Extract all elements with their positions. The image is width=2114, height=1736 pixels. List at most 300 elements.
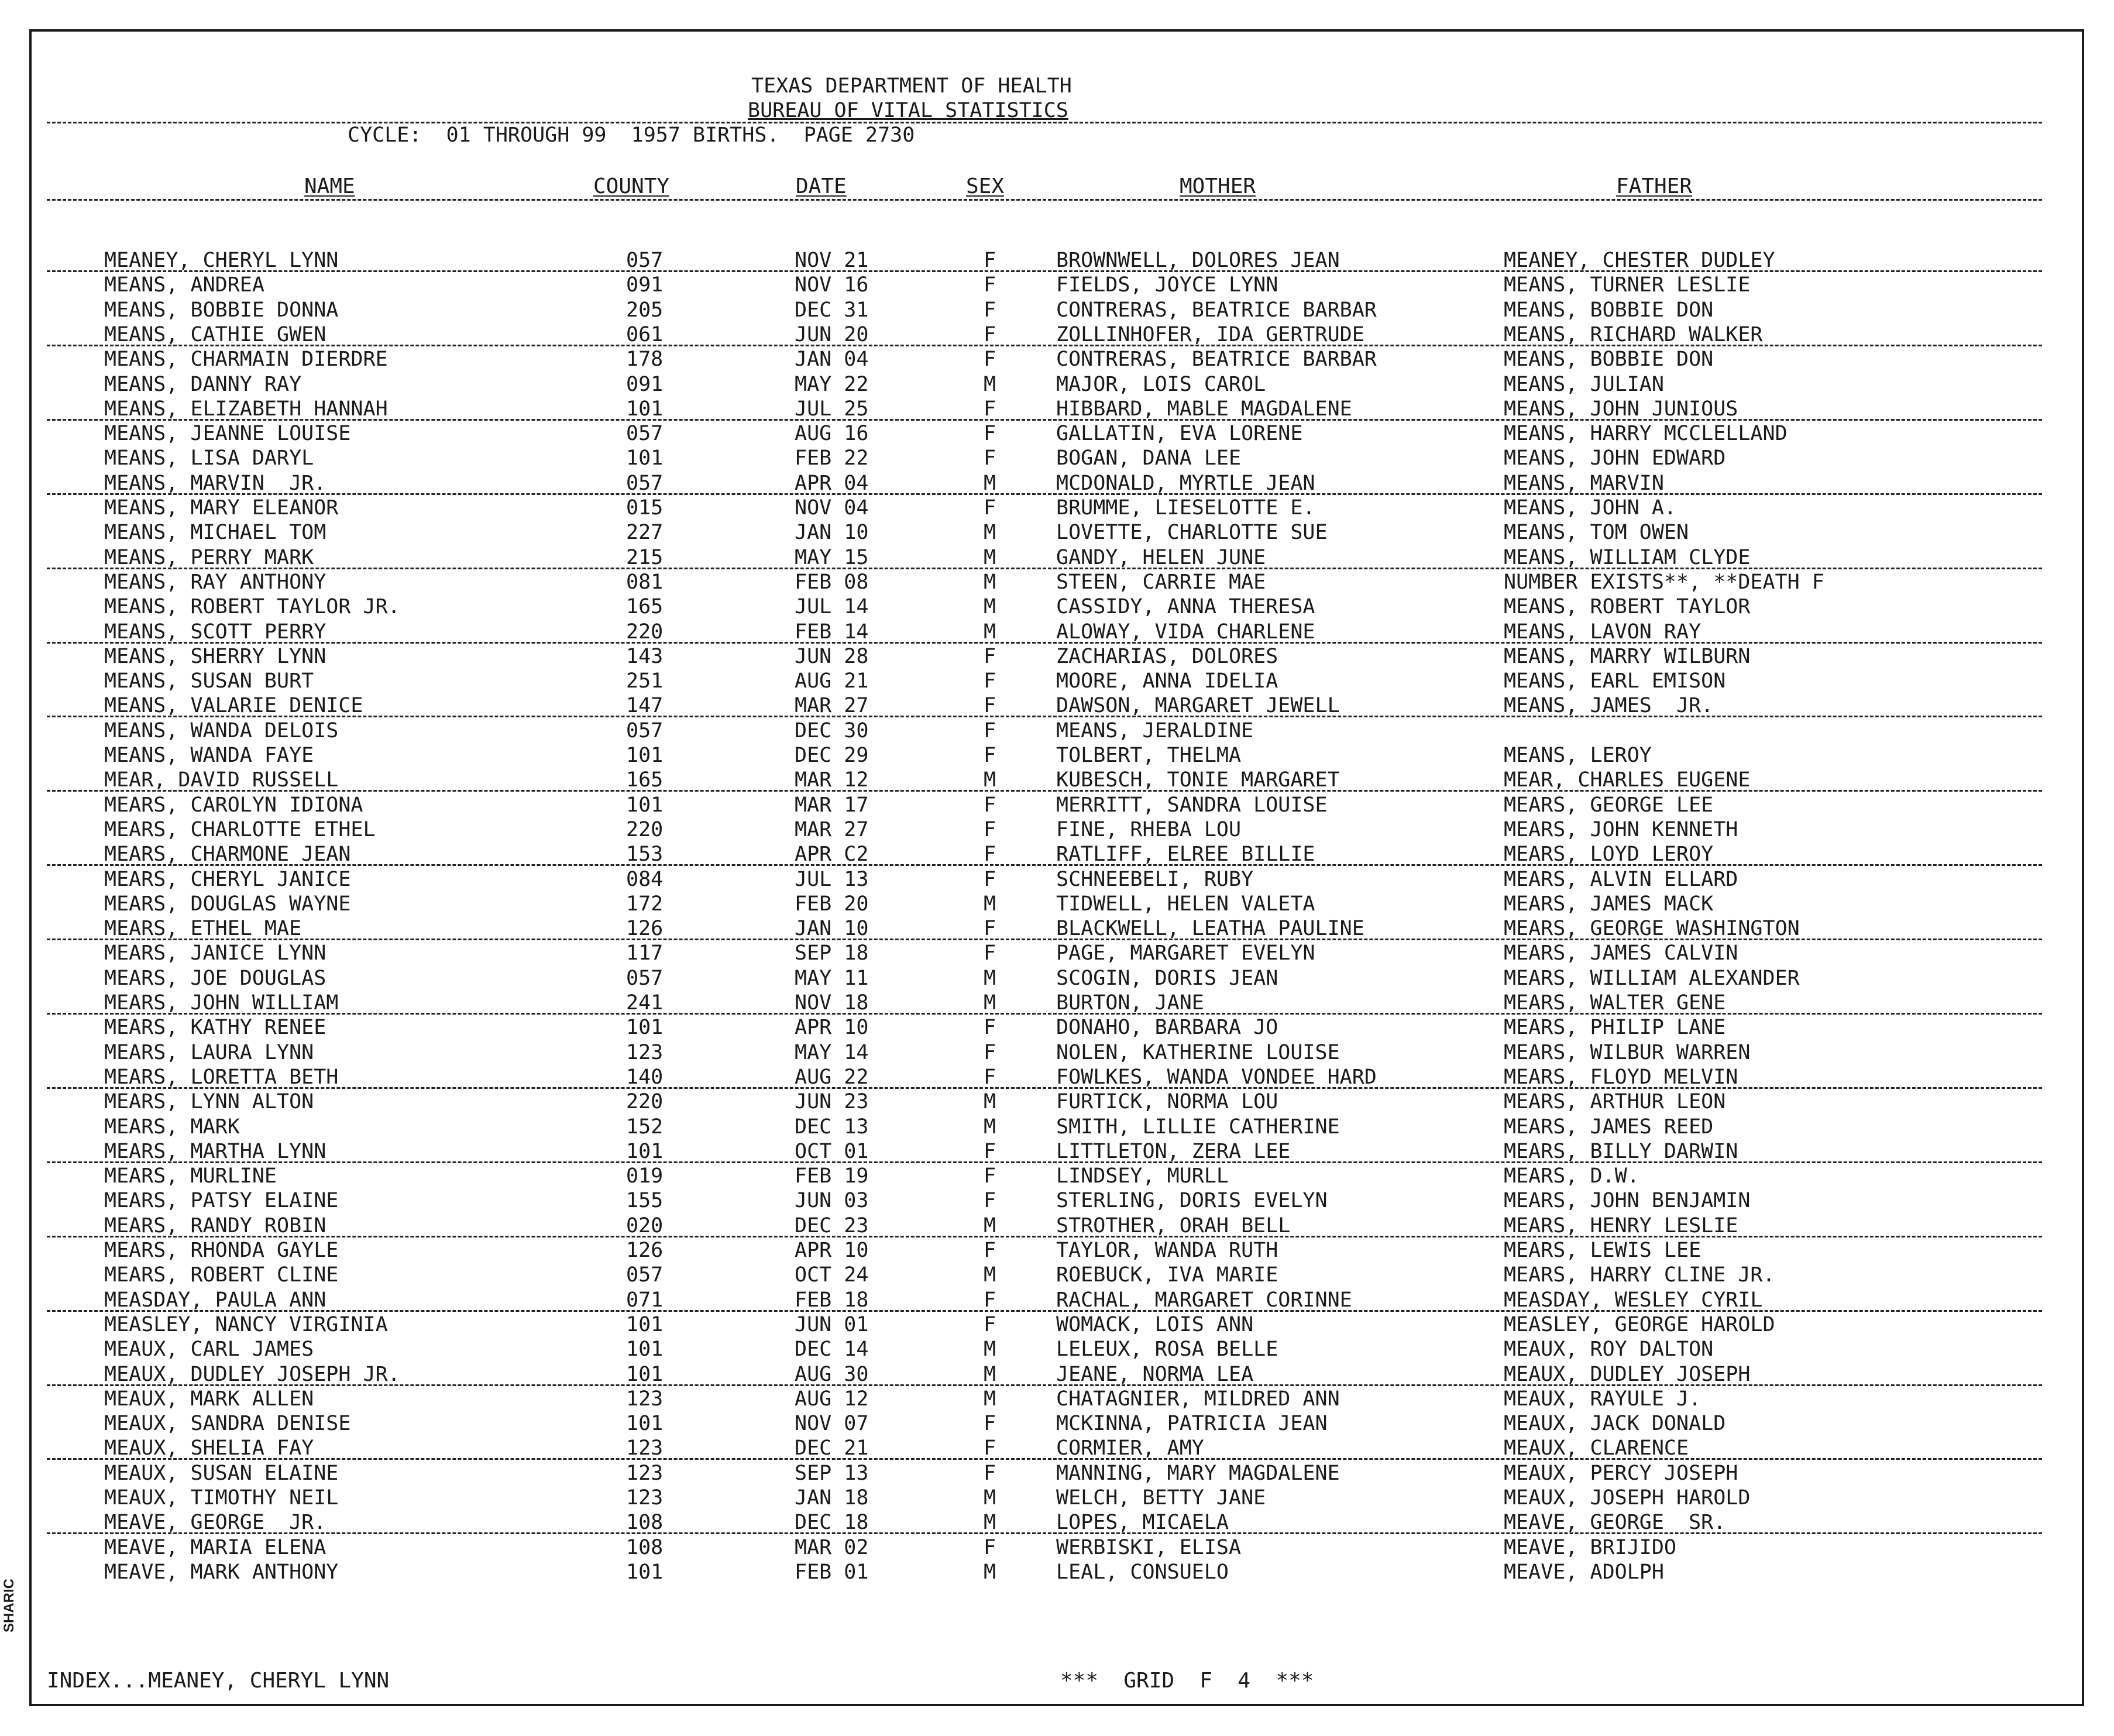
record-sex: M — [984, 1090, 996, 1114]
record-sex: M — [984, 1214, 996, 1237]
record-name: MEANS, MICHAEL TOM — [104, 521, 326, 545]
record-father: MEANS, RICHARD WALKER — [1504, 322, 1763, 346]
record-father: MEANS, LEROY — [1504, 744, 1652, 767]
record-county: 081 — [626, 570, 664, 594]
record-date: APR 10 — [795, 1239, 869, 1262]
record-row — [0, 496, 2114, 520]
record-date: AUG 12 — [795, 1387, 869, 1411]
record-sex: M — [984, 521, 996, 545]
record-county: 057 — [626, 249, 664, 272]
record-mother: TIDWELL, HELEN VALETA — [1056, 892, 1315, 916]
record-name: MEAUX, TIMOTHY NEIL — [104, 1486, 339, 1510]
record-name: MEANS, ROBERT TAYLOR JR. — [104, 595, 400, 619]
record-mother: STEEN, CARRIE MAE — [1056, 570, 1266, 594]
record-father: MEARS, ALVIN ELLARD — [1504, 867, 1738, 891]
index-footer: INDEX...MEANEY, CHERYL LYNN — [47, 1669, 390, 1693]
record-county: 020 — [626, 1214, 664, 1237]
record-father: MEANS, HARRY MCCLELLAND — [1504, 422, 1788, 446]
record-county: 101 — [626, 1016, 664, 1040]
record-sex: F — [984, 249, 996, 272]
record-name: MEASLEY, NANCY VIRGINIA — [104, 1312, 388, 1336]
record-name: MEANS, WANDA FAYE — [104, 744, 314, 767]
record-county: 057 — [626, 719, 664, 742]
record-date: JAN 10 — [795, 521, 869, 545]
record-county: 108 — [626, 1511, 664, 1535]
record-name: MEARS, MURLINE — [104, 1164, 277, 1188]
record-date: JUN 23 — [795, 1090, 869, 1114]
record-date: NOV 21 — [795, 249, 869, 272]
record-county: 101 — [626, 793, 664, 817]
record-name: MEANS, LISA DARYL — [104, 446, 314, 470]
record-sex: F — [984, 1016, 996, 1040]
record-sex: M — [984, 595, 996, 619]
record-father: MEANS, MARRY WILBURN — [1504, 644, 1751, 668]
record-mother: LOVETTE, CHARLOTTE SUE — [1056, 521, 1328, 545]
column-header-mother: MOTHER — [1180, 174, 1256, 198]
record-name: MEARS, RHONDA GAYLE — [104, 1239, 339, 1262]
record-father: MEAVE, ADOLPH — [1504, 1560, 1664, 1584]
record-mother: MEANS, JERALDINE — [1056, 719, 1254, 742]
record-name: MEANEY, CHERYL LYNN — [104, 249, 339, 272]
record-sex: F — [984, 1239, 996, 1262]
record-county: 117 — [626, 941, 664, 965]
record-row — [0, 298, 2114, 322]
record-mother: MAJOR, LOIS CAROL — [1056, 372, 1266, 396]
column-header-sex: SEX — [966, 174, 1005, 198]
record-father: MEASDAY, WESLEY CYRIL — [1504, 1288, 1763, 1312]
record-row — [0, 1436, 2114, 1460]
record-date: FEB 08 — [795, 570, 869, 594]
record-row — [0, 347, 2114, 372]
record-county: 165 — [626, 595, 664, 619]
record-name: MEANS, DANNY RAY — [104, 372, 302, 396]
record-county: 057 — [626, 471, 664, 495]
record-date: JUL 25 — [795, 397, 869, 421]
record-date: AUG 30 — [795, 1362, 869, 1386]
record-name: MEAUX, MARK ALLEN — [104, 1387, 314, 1411]
record-date: OCT 24 — [795, 1263, 869, 1287]
record-date: APR C2 — [795, 843, 869, 867]
record-sex: M — [984, 1511, 996, 1535]
record-mother: ROEBUCK, IVA MARIE — [1056, 1263, 1278, 1287]
record-county: 061 — [626, 322, 664, 346]
record-name: MEANS, CATHIE GWEN — [104, 322, 326, 346]
record-sex: F — [984, 1312, 996, 1336]
record-sex: F — [984, 397, 996, 421]
record-father: MEARS, GEORGE LEE — [1504, 793, 1714, 817]
record-name: MEARS, ETHEL MAE — [104, 917, 302, 941]
record-row — [0, 1188, 2114, 1213]
record-sex: F — [984, 422, 996, 446]
record-county: 126 — [626, 1239, 664, 1262]
record-row — [0, 397, 2114, 421]
record-mother: MERRITT, SANDRA LOUISE — [1056, 793, 1328, 817]
record-row — [0, 322, 2114, 347]
record-sex: M — [984, 471, 996, 495]
record-mother: PAGE, MARGARET EVELYN — [1056, 941, 1315, 965]
record-mother: BURTON, JANE — [1056, 991, 1204, 1015]
record-row — [0, 1535, 2114, 1560]
record-date: MAR 12 — [795, 768, 869, 792]
record-row — [0, 793, 2114, 817]
header-rule — [47, 122, 2042, 123]
record-date: APR 04 — [795, 471, 869, 495]
record-sex: M — [984, 1387, 996, 1411]
record-mother: DAWSON, MARGARET JEWELL — [1056, 694, 1340, 718]
record-name: MEANS, SHERRY LYNN — [104, 644, 326, 668]
record-name: MEARS, JANICE LYNN — [104, 941, 326, 965]
record-father: MEARS, ARTHUR LEON — [1504, 1090, 1726, 1114]
record-father: MEARS, LEWIS LEE — [1504, 1239, 1701, 1262]
record-father: MEARS, PHILIP LANE — [1504, 1016, 1726, 1040]
record-name: MEAUX, CARL JAMES — [104, 1338, 314, 1362]
record-date: MAR 27 — [795, 694, 869, 718]
record-name: MEARS, PATSY ELAINE — [104, 1189, 339, 1213]
record-mother: RACHAL, MARGARET CORINNE — [1056, 1288, 1352, 1312]
record-sex: M — [984, 1115, 996, 1139]
record-row — [0, 1115, 2114, 1139]
record-mother: HIBBARD, MABLE MAGDALENE — [1056, 397, 1352, 421]
record-mother: RATLIFF, ELREE BILLIE — [1056, 843, 1315, 867]
record-mother: CORMIER, AMY — [1056, 1436, 1204, 1460]
record-name: MEARS, CHERYL JANICE — [104, 867, 351, 891]
record-county: 220 — [626, 1090, 664, 1114]
record-mother: MCKINNA, PATRICIA JEAN — [1056, 1412, 1328, 1436]
record-mother: LITTLETON, ZERA LEE — [1056, 1139, 1291, 1163]
record-name: MEANS, ELIZABETH HANNAH — [104, 397, 388, 421]
record-county: 101 — [626, 744, 664, 767]
record-date: NOV 18 — [795, 991, 869, 1015]
record-row — [0, 1510, 2114, 1535]
record-mother: WERBISKI, ELISA — [1056, 1535, 1242, 1559]
record-name: MEARS, LAURA LYNN — [104, 1040, 314, 1064]
record-name: MEARS, LYNN ALTON — [104, 1090, 314, 1114]
record-mother: SCHNEEBELI, RUBY — [1056, 867, 1254, 891]
record-sex: M — [984, 768, 996, 792]
record-county: 123 — [626, 1436, 664, 1460]
record-sex: M — [984, 1560, 996, 1584]
record-mother: LINDSEY, MURLL — [1056, 1164, 1229, 1188]
record-name: MEAR, DAVID RUSSELL — [104, 768, 339, 792]
record-row — [0, 471, 2114, 496]
record-sex: M — [984, 892, 996, 916]
record-row — [0, 669, 2114, 693]
record-name: MEARS, CHARLOTTE ETHEL — [104, 817, 376, 841]
record-name: MEANS, VALARIE DENICE — [104, 694, 363, 718]
record-mother: STERLING, DORIS EVELYN — [1056, 1189, 1328, 1213]
record-county: 215 — [626, 545, 664, 569]
bureau-title: BUREAU OF VITAL STATISTICS — [748, 99, 1068, 122]
column-header-rule — [47, 199, 2042, 201]
record-date: AUG 21 — [795, 669, 869, 693]
record-row — [0, 916, 2114, 941]
record-sex: M — [984, 1486, 996, 1510]
record-row — [0, 248, 2114, 273]
record-county: 091 — [626, 372, 664, 396]
side-mark: SHARIC — [1, 1578, 17, 1632]
record-name: MEANS, PERRY MARK — [104, 545, 314, 569]
record-mother: LEAL, CONSUELO — [1056, 1560, 1229, 1584]
column-header-county: COUNTY — [593, 174, 670, 198]
record-date: FEB 19 — [795, 1164, 869, 1188]
agency-title: TEXAS DEPARTMENT OF HEALTH — [751, 74, 1072, 98]
record-mother: FIELDS, JOYCE LYNN — [1056, 273, 1278, 297]
record-mother: FOWLKES, WANDA VONDEE HARD — [1056, 1065, 1377, 1089]
record-county: 143 — [626, 644, 664, 668]
record-name: MEAUX, SANDRA DENISE — [104, 1412, 351, 1436]
record-father: MEARS, JAMES REED — [1504, 1115, 1714, 1139]
record-county: 220 — [626, 817, 664, 841]
record-father: MEARS, JAMES MACK — [1504, 892, 1714, 916]
record-sex: F — [984, 1436, 996, 1460]
record-row — [0, 1387, 2114, 1411]
grid-footer: *** GRID F 4 *** — [1060, 1669, 1314, 1693]
record-name: MEANS, BOBBIE DONNA — [104, 298, 339, 322]
record-date: FEB 20 — [795, 892, 869, 916]
record-sex: F — [984, 817, 996, 841]
record-name: MEANS, MARY ELEANOR — [104, 496, 339, 520]
record-date: SEP 18 — [795, 941, 869, 965]
record-sex: F — [984, 719, 996, 742]
record-sex: F — [984, 298, 996, 322]
record-sex: M — [984, 372, 996, 396]
record-mother: GALLATIN, EVA LORENE — [1056, 422, 1303, 446]
record-county: 101 — [626, 1312, 664, 1336]
record-county: 251 — [626, 669, 664, 693]
record-father: MEAUX, RAYULE J. — [1504, 1387, 1701, 1411]
record-county: 220 — [626, 620, 664, 644]
record-name: MEARS, MARK — [104, 1115, 240, 1139]
record-name: MEASDAY, PAULA ANN — [104, 1288, 326, 1312]
record-row — [0, 594, 2114, 619]
record-name: MEARS, DOUGLAS WAYNE — [104, 892, 351, 916]
record-mother: JEANE, NORMA LEA — [1056, 1362, 1254, 1386]
record-date: JAN 04 — [795, 348, 869, 372]
record-date: DEC 30 — [795, 719, 869, 742]
record-county: 108 — [626, 1535, 664, 1559]
record-date: JAN 10 — [795, 917, 869, 941]
record-name: MEANS, MARVIN JR. — [104, 471, 326, 495]
record-county: 057 — [626, 1263, 664, 1287]
record-date: MAY 11 — [795, 966, 869, 990]
record-sex: F — [984, 941, 996, 965]
record-date: MAY 22 — [795, 372, 869, 396]
record-row — [0, 1288, 2114, 1312]
record-mother: MCDONALD, MYRTLE JEAN — [1056, 471, 1315, 495]
record-mother: ZOLLINHOFER, IDA GERTRUDE — [1056, 322, 1364, 346]
record-name: MEARS, CAROLYN IDIONA — [104, 793, 363, 817]
record-county: 227 — [626, 521, 664, 545]
record-mother: ALOWAY, VIDA CHARLENE — [1056, 620, 1315, 644]
record-county: 140 — [626, 1065, 664, 1089]
record-county: 101 — [626, 397, 664, 421]
record-row — [0, 693, 2114, 718]
record-father: MEARS, LOYD LEROY — [1504, 843, 1714, 867]
record-mother: NOLEN, KATHERINE LOUISE — [1056, 1040, 1340, 1064]
record-county: 057 — [626, 422, 664, 446]
record-father: MEARS, HENRY LESLIE — [1504, 1214, 1738, 1237]
record-date: DEC 29 — [795, 744, 869, 767]
record-father: MEAVE, BRIJIDO — [1504, 1535, 1677, 1559]
record-father: MEANS, TOM OWEN — [1504, 521, 1689, 545]
record-row — [0, 743, 2114, 768]
record-date: SEP 13 — [795, 1461, 869, 1485]
record-row — [0, 545, 2114, 570]
record-county: 101 — [626, 1338, 664, 1362]
record-date: DEC 13 — [795, 1115, 869, 1139]
record-sex: M — [984, 1263, 996, 1287]
record-mother: DONAHO, BARBARA JO — [1056, 1016, 1278, 1040]
record-county: 084 — [626, 867, 664, 891]
record-county: 091 — [626, 273, 664, 297]
record-county: 101 — [626, 1139, 664, 1163]
record-mother: ZACHARIAS, DOLORES — [1056, 644, 1278, 668]
record-row — [0, 719, 2114, 743]
record-county: 019 — [626, 1164, 664, 1188]
record-sex: F — [984, 843, 996, 867]
record-father: MEANEY, CHESTER DUDLEY — [1504, 249, 1775, 272]
column-header-father: FATHER — [1616, 174, 1693, 198]
record-sex: F — [984, 1412, 996, 1436]
record-county: 101 — [626, 446, 664, 470]
record-mother: BRUMME, LIESELOTTE E. — [1056, 496, 1315, 520]
record-sex: F — [984, 1535, 996, 1559]
record-row — [0, 817, 2114, 842]
record-father: MEARS, HARRY CLINE JR. — [1504, 1263, 1775, 1287]
record-date: MAR 02 — [795, 1535, 869, 1559]
record-date: AUG 16 — [795, 422, 869, 446]
record-sex: F — [984, 1139, 996, 1163]
record-father: MEAUX, JACK DONALD — [1504, 1412, 1726, 1436]
record-sex: F — [984, 1288, 996, 1312]
record-county: 123 — [626, 1486, 664, 1510]
record-date: OCT 01 — [795, 1139, 869, 1163]
record-father: MEARS, WILLIAM ALEXANDER — [1504, 966, 1800, 990]
record-sex: F — [984, 669, 996, 693]
record-county: 123 — [626, 1461, 664, 1485]
record-name: MEANS, RAY ANTHONY — [104, 570, 326, 594]
record-sex: F — [984, 1189, 996, 1213]
record-row — [0, 1337, 2114, 1362]
record-name: MEAVE, MARIA ELENA — [104, 1535, 326, 1559]
record-father: MEARS, WILBUR WARREN — [1504, 1040, 1751, 1064]
record-name: MEANS, SCOTT PERRY — [104, 620, 326, 644]
record-name: MEARS, ROBERT CLINE — [104, 1263, 339, 1287]
record-name: MEARS, LORETTA BETH — [104, 1065, 339, 1089]
record-name: MEARS, JOHN WILLIAM — [104, 991, 339, 1015]
record-name: MEANS, JEANNE LOUISE — [104, 422, 351, 446]
record-row — [0, 1560, 2114, 1584]
record-sex: M — [984, 966, 996, 990]
record-row — [0, 644, 2114, 669]
record-name: MEARS, RANDY ROBIN — [104, 1214, 326, 1237]
record-county: 172 — [626, 892, 664, 916]
record-mother: MOORE, ANNA IDELIA — [1056, 669, 1278, 693]
record-name: MEAUX, SHELIA FAY — [104, 1436, 314, 1460]
cycle-line: CYCLE: 01 THROUGH 99 1957 BIRTHS. PAGE 2730 — [348, 123, 915, 147]
record-row — [0, 421, 2114, 446]
record-sex: F — [984, 1065, 996, 1089]
record-mother: BOGAN, DANA LEE — [1056, 446, 1242, 470]
record-row — [0, 941, 2114, 965]
record-row — [0, 1263, 2114, 1287]
record-mother: SMITH, LILLIE CATHERINE — [1056, 1115, 1340, 1139]
record-mother: CONTRERAS, BEATRICE BARBAR — [1056, 298, 1377, 322]
record-mother: FURTICK, NORMA LOU — [1056, 1090, 1278, 1114]
record-date: DEC 14 — [795, 1338, 869, 1362]
record-father: MEAUX, JOSEPH HAROLD — [1504, 1486, 1751, 1510]
record-mother: TOLBERT, THELMA — [1056, 744, 1242, 767]
record-date: DEC 18 — [795, 1511, 869, 1535]
column-header-date: DATE — [796, 174, 847, 198]
record-father: MEARS, WALTER GENE — [1504, 991, 1726, 1015]
record-date: MAR 27 — [795, 817, 869, 841]
record-county: 165 — [626, 768, 664, 792]
record-sex: M — [984, 1338, 996, 1362]
record-row — [0, 1065, 2114, 1089]
record-county: 178 — [626, 348, 664, 372]
record-mother: MANNING, MARY MAGDALENE — [1056, 1461, 1340, 1485]
record-mother: LOPES, MICAELA — [1056, 1511, 1229, 1535]
record-father: MEAUX, DUDLEY JOSEPH — [1504, 1362, 1751, 1386]
record-row — [0, 1164, 2114, 1188]
record-county: 126 — [626, 917, 664, 941]
record-date: FEB 14 — [795, 620, 869, 644]
record-father: MEAUX, PERCY JOSEPH — [1504, 1461, 1738, 1485]
record-father: MEANS, JOHN EDWARD — [1504, 446, 1726, 470]
record-row — [0, 620, 2114, 644]
record-father: MEANS, MARVIN — [1504, 471, 1664, 495]
record-sex: F — [984, 322, 996, 346]
record-county: 123 — [626, 1040, 664, 1064]
record-row — [0, 1362, 2114, 1387]
record-father: MEAUX, ROY DALTON — [1504, 1338, 1714, 1362]
record-mother: WOMACK, LOIS ANN — [1056, 1312, 1254, 1336]
record-father: MEARS, JAMES CALVIN — [1504, 941, 1738, 965]
record-father: MEANS, JAMES JR. — [1504, 694, 1714, 718]
record-sex: F — [984, 1164, 996, 1188]
record-date: DEC 31 — [795, 298, 869, 322]
record-name: MEAUX, SUSAN ELAINE — [104, 1461, 339, 1485]
record-date: FEB 18 — [795, 1288, 869, 1312]
record-father: NUMBER EXISTS**, **DEATH F — [1504, 570, 1824, 594]
record-mother: CHATAGNIER, MILDRED ANN — [1056, 1387, 1340, 1411]
record-father: MEAVE, GEORGE SR. — [1504, 1511, 1726, 1535]
record-row — [0, 520, 2114, 545]
record-name: MEANS, CHARMAIN DIERDRE — [104, 348, 388, 372]
record-date: MAY 15 — [795, 545, 869, 569]
record-father: MEARS, FLOYD MELVIN — [1504, 1065, 1738, 1089]
record-row — [0, 1238, 2114, 1263]
record-father: MEANS, TURNER LESLIE — [1504, 273, 1751, 297]
record-sex: F — [984, 273, 996, 297]
record-date: FEB 01 — [795, 1560, 869, 1584]
record-sex: M — [984, 570, 996, 594]
record-father: MEANS, WILLIAM CLYDE — [1504, 545, 1751, 569]
record-father: MEAR, CHARLES EUGENE — [1504, 768, 1751, 792]
record-father: MEASLEY, GEORGE HAROLD — [1504, 1312, 1775, 1336]
record-sex: M — [984, 545, 996, 569]
record-sex: F — [984, 744, 996, 767]
record-date: FEB 22 — [795, 446, 869, 470]
record-row — [0, 1312, 2114, 1337]
record-father: MEANS, BOBBIE DON — [1504, 348, 1714, 372]
record-sex: F — [984, 917, 996, 941]
record-name: MEANS, WANDA DELOIS — [104, 719, 339, 742]
record-row — [0, 1486, 2114, 1510]
record-sex: M — [984, 991, 996, 1015]
record-county: 071 — [626, 1288, 664, 1312]
